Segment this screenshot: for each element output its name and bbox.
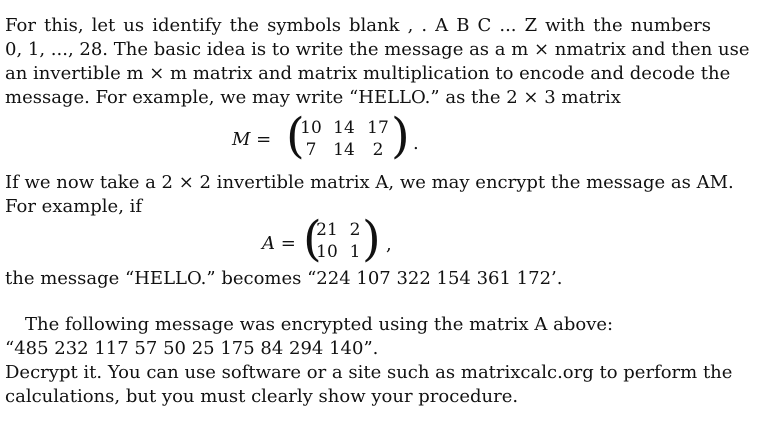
matrix-m-cell: 2 [372, 140, 384, 160]
matrix-m-cell: 14 [333, 118, 355, 138]
matrix-a-suffix: , [386, 234, 392, 255]
paragraph-example-result: the message “HELLO.” becomes “224 107 322 154 361 172’. [5, 268, 563, 289]
paragraph-encrypt-line-1: If we now take a 2 × 2 invertible matrix A, we may encrypt the message as AM. [5, 172, 734, 193]
paragraph-task-line-4: calculations, but you must clearly show your procedure. [5, 386, 519, 407]
matrix-a-cell: 2 [349, 220, 361, 240]
matrix-a-cell: 1 [349, 242, 361, 262]
matrix-a-right-paren: ) [362, 211, 381, 267]
matrix-m-left-paren: ( [286, 108, 305, 164]
matrix-a-cell: 21 [316, 220, 338, 240]
paragraph-intro-line-2: 0, 1, ..., 28. The basic idea is to write the message as a m × nmatrix and then use [5, 39, 750, 60]
paragraph-intro-line-4: message. For example, we may write “HELLO.” as the 2 × 3 matrix [5, 87, 621, 108]
matrix-m-right-paren: ) [391, 108, 410, 164]
matrix-m-cell: 17 [367, 118, 389, 138]
matrix-m-label: M = [232, 129, 272, 150]
matrix-a-label: A = [262, 233, 296, 254]
matrix-m-cell: 14 [333, 140, 355, 160]
matrix-a-cell: 10 [316, 242, 338, 262]
matrix-m-suffix: . [413, 133, 419, 154]
paragraph-task-line-2: “485 232 117 57 50 25 175 84 294 140”. [5, 338, 379, 359]
paragraph-encrypt-line-2: For example, if [5, 196, 143, 217]
matrix-a-left-paren: ( [303, 211, 322, 267]
matrix-m-cell: 7 [305, 140, 317, 160]
paragraph-intro-line-1: For this, let us identify the symbols blank , . A B C ... Z with the numbers [5, 15, 711, 36]
paragraph-task-line-1: The following message was encrypted using the matrix A above: [25, 314, 614, 335]
matrix-m-cell: 10 [300, 118, 322, 138]
paragraph-task-line-3: Decrypt it. You can use software or a site such as matrixcalc.org to perform the [5, 362, 733, 383]
paragraph-intro-line-3: an invertible m × m matrix and matrix multiplication to encode and decode the [5, 63, 731, 84]
